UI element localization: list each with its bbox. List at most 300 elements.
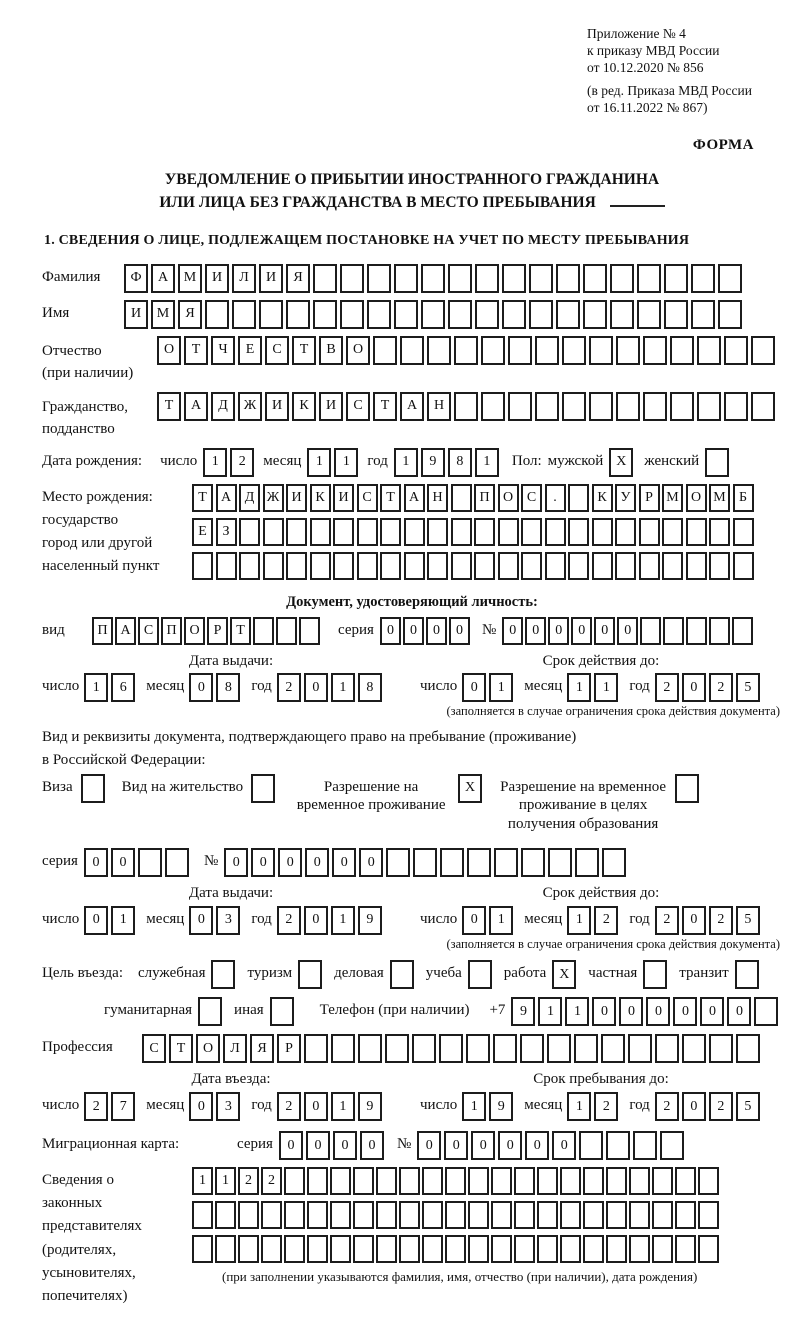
char-cell[interactable]: [385, 1034, 409, 1063]
char-cell[interactable]: [709, 518, 730, 546]
char-cell[interactable]: [310, 552, 331, 580]
char-cell[interactable]: 2: [709, 1092, 733, 1121]
birth-month-cells[interactable]: [307, 448, 361, 477]
char-cell[interactable]: Ж: [263, 484, 284, 512]
char-cell[interactable]: А: [151, 264, 175, 293]
char-cell[interactable]: X: [458, 774, 482, 803]
char-cell[interactable]: О: [157, 336, 181, 365]
visa-checkbox[interactable]: [81, 774, 108, 803]
purpose-business-checkbox[interactable]: [390, 960, 417, 989]
char-cell[interactable]: 9: [358, 906, 382, 935]
char-cell[interactable]: [466, 1034, 490, 1063]
char-cell[interactable]: Т: [169, 1034, 193, 1063]
char-cell[interactable]: [394, 264, 418, 293]
sex-male-checkbox[interactable]: [609, 448, 636, 477]
char-cell[interactable]: [373, 336, 397, 365]
char-cell[interactable]: [629, 1235, 650, 1263]
char-cell[interactable]: [521, 552, 542, 580]
id-issue-day-cells[interactable]: [84, 673, 138, 702]
permit-valid-month-cells[interactable]: [567, 906, 621, 935]
char-cell[interactable]: [691, 264, 715, 293]
char-cell[interactable]: [508, 392, 532, 421]
char-cell[interactable]: [475, 264, 499, 293]
char-cell[interactable]: [491, 1235, 512, 1263]
char-cell[interactable]: 0: [682, 673, 706, 702]
char-cell[interactable]: 0: [224, 848, 248, 877]
char-cell[interactable]: 2: [655, 1092, 679, 1121]
char-cell[interactable]: 1: [334, 448, 358, 477]
char-cell[interactable]: [718, 264, 742, 293]
char-cell[interactable]: [724, 336, 748, 365]
char-cell[interactable]: [192, 1235, 213, 1263]
char-cell[interactable]: [481, 392, 505, 421]
char-cell[interactable]: [445, 1235, 466, 1263]
char-cell[interactable]: [216, 552, 237, 580]
purpose-private-checkbox[interactable]: [643, 960, 670, 989]
char-cell[interactable]: [643, 336, 667, 365]
char-cell[interactable]: [686, 518, 707, 546]
char-cell[interactable]: И: [333, 484, 354, 512]
temp-residence-checkbox[interactable]: [458, 774, 485, 803]
char-cell[interactable]: [451, 484, 472, 512]
char-cell[interactable]: 2: [238, 1167, 259, 1195]
permit-issue-day-cells[interactable]: [84, 906, 138, 935]
char-cell[interactable]: [81, 774, 105, 803]
char-cell[interactable]: М: [178, 264, 202, 293]
char-cell[interactable]: [367, 300, 391, 329]
char-cell[interactable]: [286, 552, 307, 580]
citizenship-cells[interactable]: [157, 392, 778, 421]
char-cell[interactable]: [475, 300, 499, 329]
char-cell[interactable]: Е: [192, 518, 213, 546]
char-cell[interactable]: [610, 300, 634, 329]
char-cell[interactable]: 0: [682, 1092, 706, 1121]
char-cell[interactable]: Е: [238, 336, 262, 365]
char-cell[interactable]: [498, 518, 519, 546]
char-cell[interactable]: [422, 1167, 443, 1195]
char-cell[interactable]: [521, 848, 545, 877]
char-cell[interactable]: О: [184, 617, 205, 645]
char-cell[interactable]: [307, 1201, 328, 1229]
char-cell[interactable]: 1: [567, 1092, 591, 1121]
char-cell[interactable]: Р: [639, 484, 660, 512]
char-cell[interactable]: 0: [333, 1131, 357, 1160]
char-cell[interactable]: Л: [232, 264, 256, 293]
char-cell[interactable]: [606, 1131, 630, 1160]
char-cell[interactable]: [583, 300, 607, 329]
char-cell[interactable]: 0: [84, 906, 108, 935]
char-cell[interactable]: [675, 1167, 696, 1195]
char-cell[interactable]: О: [498, 484, 519, 512]
char-cell[interactable]: [751, 336, 775, 365]
char-cell[interactable]: [427, 552, 448, 580]
birthplace-row3-cells[interactable]: [192, 552, 756, 580]
char-cell[interactable]: С: [357, 484, 378, 512]
char-cell[interactable]: Р: [207, 617, 228, 645]
stay-year-cells[interactable]: [655, 1092, 763, 1121]
char-cell[interactable]: [718, 300, 742, 329]
char-cell[interactable]: [514, 1167, 535, 1195]
char-cell[interactable]: 0: [552, 1131, 576, 1160]
char-cell[interactable]: 0: [417, 1131, 441, 1160]
id-type-cells[interactable]: [92, 617, 322, 645]
char-cell[interactable]: К: [292, 392, 316, 421]
char-cell[interactable]: 0: [498, 1131, 522, 1160]
char-cell[interactable]: 1: [538, 997, 562, 1026]
char-cell[interactable]: М: [151, 300, 175, 329]
entry-month-cells[interactable]: [189, 1092, 243, 1121]
char-cell[interactable]: 1: [567, 906, 591, 935]
char-cell[interactable]: [697, 392, 721, 421]
char-cell[interactable]: [652, 1235, 673, 1263]
permit-valid-year-cells[interactable]: [655, 906, 763, 935]
char-cell[interactable]: [353, 1167, 374, 1195]
char-cell[interactable]: [583, 264, 607, 293]
char-cell[interactable]: [502, 300, 526, 329]
char-cell[interactable]: [330, 1167, 351, 1195]
char-cell[interactable]: 3: [216, 906, 240, 935]
char-cell[interactable]: Я: [286, 264, 310, 293]
char-cell[interactable]: И: [205, 264, 229, 293]
char-cell[interactable]: У: [615, 484, 636, 512]
char-cell[interactable]: [445, 1201, 466, 1229]
char-cell[interactable]: [445, 1167, 466, 1195]
char-cell[interactable]: 0: [360, 1131, 384, 1160]
migration-series-cells[interactable]: [279, 1131, 387, 1160]
char-cell[interactable]: 0: [673, 997, 697, 1026]
char-cell[interactable]: 0: [700, 997, 724, 1026]
char-cell[interactable]: [751, 392, 775, 421]
char-cell[interactable]: 2: [277, 1092, 301, 1121]
char-cell[interactable]: [537, 1235, 558, 1263]
char-cell[interactable]: [238, 1235, 259, 1263]
char-cell[interactable]: 0: [306, 1131, 330, 1160]
char-cell[interactable]: 8: [448, 448, 472, 477]
char-cell[interactable]: 9: [358, 1092, 382, 1121]
char-cell[interactable]: [514, 1201, 535, 1229]
char-cell[interactable]: [537, 1167, 558, 1195]
char-cell[interactable]: М: [662, 484, 683, 512]
char-cell[interactable]: [675, 1235, 696, 1263]
char-cell[interactable]: А: [404, 484, 425, 512]
char-cell[interactable]: 0: [251, 848, 275, 877]
char-cell[interactable]: [698, 1167, 719, 1195]
char-cell[interactable]: Б: [733, 484, 754, 512]
char-cell[interactable]: [261, 1201, 282, 1229]
char-cell[interactable]: [491, 1167, 512, 1195]
char-cell[interactable]: З: [216, 518, 237, 546]
char-cell[interactable]: [404, 552, 425, 580]
char-cell[interactable]: [313, 264, 337, 293]
char-cell[interactable]: 0: [278, 848, 302, 877]
char-cell[interactable]: 0: [304, 1092, 328, 1121]
char-cell[interactable]: [670, 392, 694, 421]
char-cell[interactable]: [514, 1235, 535, 1263]
char-cell[interactable]: [253, 617, 274, 645]
char-cell[interactable]: [592, 518, 613, 546]
char-cell[interactable]: 9: [511, 997, 535, 1026]
char-cell[interactable]: И: [265, 392, 289, 421]
char-cell[interactable]: 7: [111, 1092, 135, 1121]
char-cell[interactable]: .: [545, 484, 566, 512]
char-cell[interactable]: [686, 617, 707, 645]
char-cell[interactable]: [399, 1167, 420, 1195]
char-cell[interactable]: [380, 552, 401, 580]
char-cell[interactable]: [652, 1201, 673, 1229]
char-cell[interactable]: Ф: [124, 264, 148, 293]
char-cell[interactable]: 1: [84, 673, 108, 702]
char-cell[interactable]: [198, 997, 222, 1026]
char-cell[interactable]: [357, 552, 378, 580]
char-cell[interactable]: [606, 1167, 627, 1195]
char-cell[interactable]: [399, 1235, 420, 1263]
char-cell[interactable]: [733, 552, 754, 580]
representatives-row1-cells[interactable]: [192, 1167, 721, 1195]
char-cell[interactable]: [211, 960, 235, 989]
stay-month-cells[interactable]: [567, 1092, 621, 1121]
char-cell[interactable]: [284, 1167, 305, 1195]
char-cell[interactable]: Т: [380, 484, 401, 512]
given-name-cells[interactable]: [124, 300, 745, 329]
char-cell[interactable]: [601, 1034, 625, 1063]
birthplace-row1-cells[interactable]: [192, 484, 756, 512]
char-cell[interactable]: [138, 848, 162, 877]
char-cell[interactable]: [412, 1034, 436, 1063]
char-cell[interactable]: [422, 1235, 443, 1263]
char-cell[interactable]: [263, 552, 284, 580]
birth-day-cells[interactable]: [203, 448, 257, 477]
char-cell[interactable]: [333, 518, 354, 546]
char-cell[interactable]: И: [319, 392, 343, 421]
entry-year-cells[interactable]: [277, 1092, 385, 1121]
char-cell[interactable]: [367, 264, 391, 293]
char-cell[interactable]: [568, 484, 589, 512]
char-cell[interactable]: 2: [709, 673, 733, 702]
char-cell[interactable]: [637, 264, 661, 293]
char-cell[interactable]: 1: [331, 1092, 355, 1121]
char-cell[interactable]: 0: [111, 848, 135, 877]
char-cell[interactable]: 0: [525, 1131, 549, 1160]
id-valid-day-cells[interactable]: [462, 673, 516, 702]
migration-number-cells[interactable]: [417, 1131, 687, 1160]
char-cell[interactable]: [340, 300, 364, 329]
char-cell[interactable]: 9: [489, 1092, 513, 1121]
char-cell[interactable]: 6: [111, 673, 135, 702]
char-cell[interactable]: [353, 1201, 374, 1229]
char-cell[interactable]: Д: [239, 484, 260, 512]
char-cell[interactable]: [610, 264, 634, 293]
char-cell[interactable]: [589, 392, 613, 421]
char-cell[interactable]: Л: [223, 1034, 247, 1063]
char-cell[interactable]: 2: [655, 906, 679, 935]
char-cell[interactable]: [330, 1201, 351, 1229]
char-cell[interactable]: [535, 336, 559, 365]
char-cell[interactable]: [643, 960, 667, 989]
char-cell[interactable]: Я: [178, 300, 202, 329]
char-cell[interactable]: [675, 1201, 696, 1229]
char-cell[interactable]: [304, 1034, 328, 1063]
char-cell[interactable]: [575, 848, 599, 877]
char-cell[interactable]: [733, 518, 754, 546]
char-cell[interactable]: 0: [462, 906, 486, 935]
stay-day-cells[interactable]: [462, 1092, 516, 1121]
char-cell[interactable]: 8: [358, 673, 382, 702]
char-cell[interactable]: [284, 1201, 305, 1229]
char-cell[interactable]: [376, 1201, 397, 1229]
char-cell[interactable]: [474, 518, 495, 546]
char-cell[interactable]: [732, 617, 753, 645]
char-cell[interactable]: [664, 300, 688, 329]
char-cell[interactable]: [239, 518, 260, 546]
char-cell[interactable]: [422, 1201, 443, 1229]
char-cell[interactable]: Т: [157, 392, 181, 421]
char-cell[interactable]: [663, 617, 684, 645]
char-cell[interactable]: [357, 518, 378, 546]
char-cell[interactable]: [643, 392, 667, 421]
char-cell[interactable]: [602, 848, 626, 877]
char-cell[interactable]: А: [115, 617, 136, 645]
char-cell[interactable]: 3: [216, 1092, 240, 1121]
char-cell[interactable]: О: [196, 1034, 220, 1063]
char-cell[interactable]: [583, 1201, 604, 1229]
id-issue-month-cells[interactable]: [189, 673, 243, 702]
char-cell[interactable]: 1: [215, 1167, 236, 1195]
char-cell[interactable]: 0: [189, 673, 213, 702]
char-cell[interactable]: 1: [475, 448, 499, 477]
char-cell[interactable]: 0: [403, 617, 424, 645]
char-cell[interactable]: [399, 1201, 420, 1229]
permit-number-cells[interactable]: [224, 848, 629, 877]
char-cell[interactable]: [404, 518, 425, 546]
purpose-work-checkbox[interactable]: [552, 960, 579, 989]
char-cell[interactable]: 0: [619, 997, 643, 1026]
sex-female-checkbox[interactable]: [705, 448, 732, 477]
char-cell[interactable]: [440, 848, 464, 877]
purpose-study-checkbox[interactable]: [468, 960, 495, 989]
char-cell[interactable]: [568, 518, 589, 546]
char-cell[interactable]: [697, 336, 721, 365]
char-cell[interactable]: 2: [594, 906, 618, 935]
char-cell[interactable]: [628, 1034, 652, 1063]
char-cell[interactable]: [192, 552, 213, 580]
char-cell[interactable]: [556, 300, 580, 329]
char-cell[interactable]: [259, 300, 283, 329]
char-cell[interactable]: [560, 1201, 581, 1229]
char-cell[interactable]: 0: [444, 1131, 468, 1160]
char-cell[interactable]: [637, 300, 661, 329]
char-cell[interactable]: [390, 960, 414, 989]
char-cell[interactable]: 0: [502, 617, 523, 645]
char-cell[interactable]: [629, 1167, 650, 1195]
char-cell[interactable]: [205, 300, 229, 329]
id-valid-year-cells[interactable]: [655, 673, 763, 702]
char-cell[interactable]: [494, 848, 518, 877]
char-cell[interactable]: 0: [462, 673, 486, 702]
id-series-cells[interactable]: [380, 617, 472, 645]
char-cell[interactable]: [639, 552, 660, 580]
char-cell[interactable]: 1: [307, 448, 331, 477]
char-cell[interactable]: [709, 617, 730, 645]
temp-residence-edu-checkbox[interactable]: [675, 774, 702, 803]
char-cell[interactable]: [451, 518, 472, 546]
char-cell[interactable]: 5: [736, 906, 760, 935]
char-cell[interactable]: [562, 392, 586, 421]
char-cell[interactable]: 1: [394, 448, 418, 477]
char-cell[interactable]: [548, 848, 572, 877]
char-cell[interactable]: 0: [189, 906, 213, 935]
char-cell[interactable]: 1: [331, 906, 355, 935]
char-cell[interactable]: [698, 1201, 719, 1229]
char-cell[interactable]: [298, 960, 322, 989]
char-cell[interactable]: К: [310, 484, 331, 512]
char-cell[interactable]: С: [521, 484, 542, 512]
char-cell[interactable]: [215, 1201, 236, 1229]
char-cell[interactable]: Т: [230, 617, 251, 645]
char-cell[interactable]: 1: [489, 906, 513, 935]
char-cell[interactable]: [691, 300, 715, 329]
char-cell[interactable]: [655, 1034, 679, 1063]
char-cell[interactable]: О: [686, 484, 707, 512]
char-cell[interactable]: 1: [567, 673, 591, 702]
char-cell[interactable]: [238, 1201, 259, 1229]
char-cell[interactable]: Ж: [238, 392, 262, 421]
char-cell[interactable]: [376, 1235, 397, 1263]
char-cell[interactable]: [736, 1034, 760, 1063]
char-cell[interactable]: [508, 336, 532, 365]
char-cell[interactable]: 2: [277, 673, 301, 702]
char-cell[interactable]: 0: [471, 1131, 495, 1160]
char-cell[interactable]: 1: [192, 1167, 213, 1195]
char-cell[interactable]: [583, 1235, 604, 1263]
char-cell[interactable]: 2: [709, 906, 733, 935]
surname-cells[interactable]: [124, 264, 745, 293]
permit-issue-year-cells[interactable]: [277, 906, 385, 935]
char-cell[interactable]: [529, 264, 553, 293]
char-cell[interactable]: [232, 300, 256, 329]
char-cell[interactable]: [589, 336, 613, 365]
char-cell[interactable]: [251, 774, 275, 803]
char-cell[interactable]: [468, 1167, 489, 1195]
char-cell[interactable]: М: [709, 484, 730, 512]
char-cell[interactable]: С: [138, 617, 159, 645]
char-cell[interactable]: [662, 518, 683, 546]
char-cell[interactable]: [574, 1034, 598, 1063]
char-cell[interactable]: [474, 552, 495, 580]
char-cell[interactable]: [709, 552, 730, 580]
char-cell[interactable]: 0: [359, 848, 383, 877]
representatives-row2-cells[interactable]: [192, 1201, 721, 1229]
char-cell[interactable]: Н: [427, 392, 451, 421]
char-cell[interactable]: Д: [211, 392, 235, 421]
id-issue-year-cells[interactable]: [277, 673, 385, 702]
char-cell[interactable]: 0: [426, 617, 447, 645]
permit-valid-day-cells[interactable]: [462, 906, 516, 935]
char-cell[interactable]: [675, 774, 699, 803]
purpose-transit-checkbox[interactable]: [735, 960, 762, 989]
char-cell[interactable]: [468, 960, 492, 989]
char-cell[interactable]: [545, 518, 566, 546]
char-cell[interactable]: 2: [84, 1092, 108, 1121]
char-cell[interactable]: [629, 1201, 650, 1229]
char-cell[interactable]: [239, 552, 260, 580]
char-cell[interactable]: [529, 300, 553, 329]
char-cell[interactable]: Ч: [211, 336, 235, 365]
char-cell[interactable]: [353, 1235, 374, 1263]
permit-series-cells[interactable]: [84, 848, 192, 877]
char-cell[interactable]: 0: [332, 848, 356, 877]
char-cell[interactable]: [439, 1034, 463, 1063]
char-cell[interactable]: [616, 336, 640, 365]
